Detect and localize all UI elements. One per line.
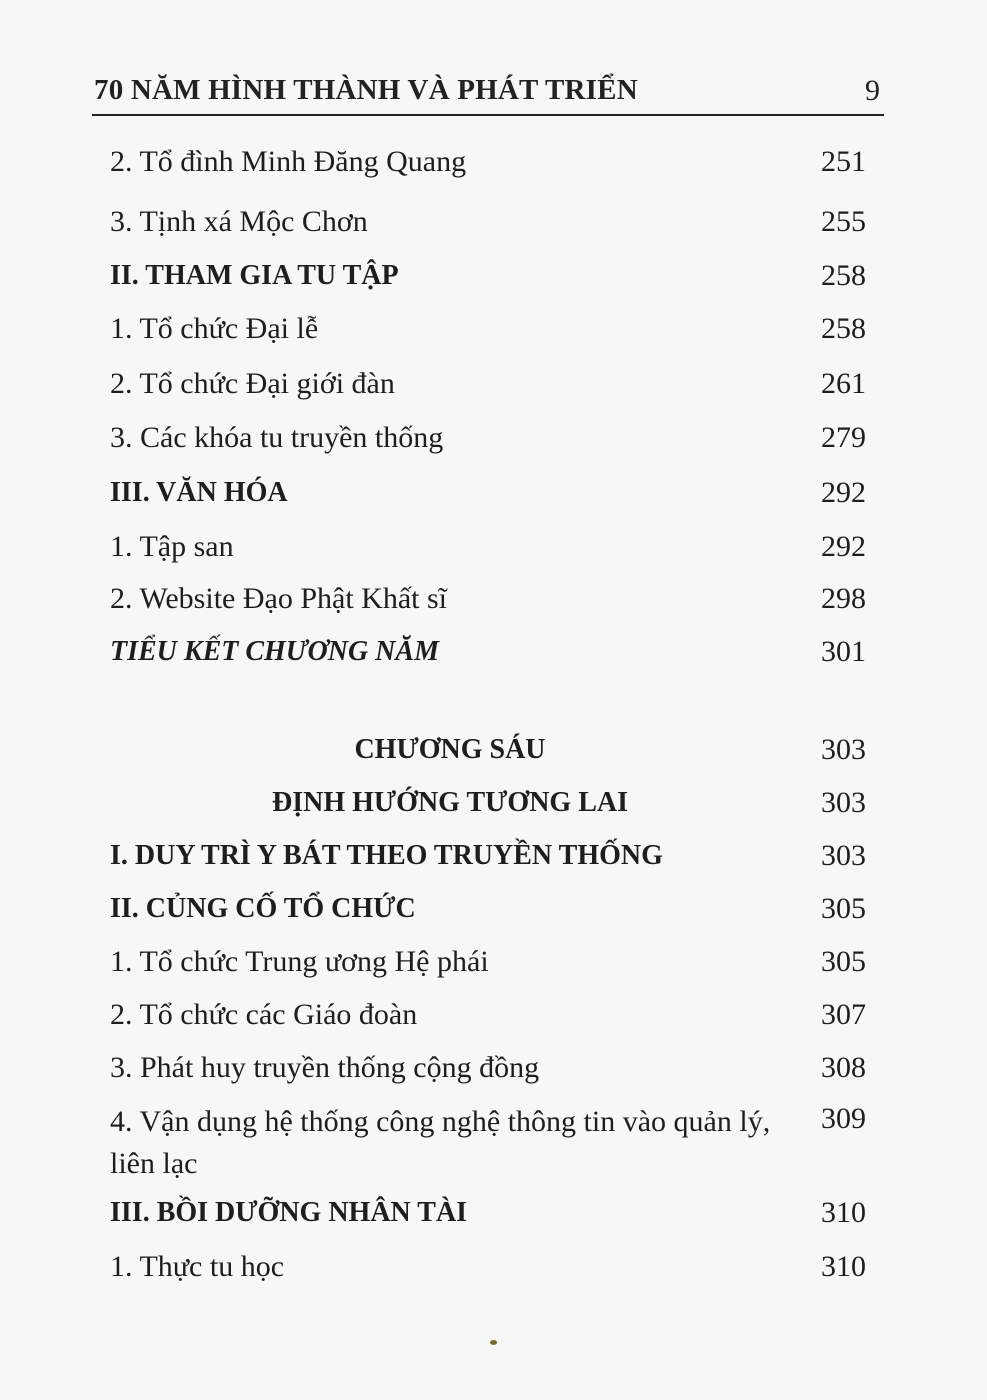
running-title: 70 NĂM HÌNH THÀNH VÀ PHÁT TRIỂN	[94, 74, 638, 106]
toc-entry-label: I. DUY TRÌ Y BÁT THEO TRUYỀN THỐNG	[110, 840, 663, 871]
toc-entry-label: 3. Phát huy truyền thống cộng đồng	[110, 1051, 540, 1084]
toc-entry-label: 1. Tổ chức Đại lễ	[110, 312, 319, 345]
toc-entry-page: 258	[821, 312, 866, 345]
toc-entry-label: TIỂU KẾT CHƯƠNG NĂM	[110, 636, 439, 667]
toc-entry-label: II. THAM GIA TU TẬP	[110, 260, 399, 291]
page-number: 9	[865, 74, 880, 107]
toc-entry-page: 310	[821, 1196, 866, 1229]
toc-entry-label: II. CỦNG CỐ TỔ CHỨC	[110, 893, 416, 924]
toc-entry-page: 298	[821, 582, 866, 615]
toc-entry-page: 305	[821, 892, 866, 925]
toc-entry-label: 2. Website Đạo Phật Khất sĩ	[110, 582, 447, 615]
toc-entry-label: 1. Thực tu học	[110, 1250, 285, 1283]
toc-entry-page: 255	[821, 205, 866, 238]
toc-entry-page: 251	[821, 145, 866, 178]
running-header	[92, 74, 884, 116]
toc-entry-label: III. BỒI DƯỠNG NHÂN TÀI	[110, 1197, 468, 1228]
toc-entry-page: 301	[821, 635, 866, 668]
toc-entry-page: 261	[821, 367, 866, 400]
toc-entry-page: 307	[821, 998, 866, 1031]
toc-entry-label: 1. Tổ chức Trung ương Hệ phái	[110, 945, 489, 978]
toc-entry-page: 292	[821, 476, 866, 509]
toc-entry-page: 303	[821, 839, 866, 872]
toc-entry-label: III. VĂN HÓA	[110, 477, 288, 508]
toc-entry-page: 305	[821, 945, 866, 978]
toc-entry-label: CHƯƠNG SÁU	[354, 734, 546, 765]
ink-speck	[490, 1340, 497, 1345]
toc-entry-label: 2. Tổ chức Đại giới đàn	[110, 367, 395, 400]
toc-entry-label: 4. Vận dụng hệ thống công nghệ thông tin vào quản lý, liên lạc	[110, 1105, 771, 1180]
toc-entry-label: 2. Tổ đình Minh Đăng Quang	[110, 145, 467, 178]
toc-entry-page: 303	[821, 733, 866, 766]
toc-entry-page: 303	[821, 786, 866, 819]
toc-entry-label: ĐỊNH HƯỚNG TƯƠNG LAI	[272, 787, 628, 818]
toc-entry-page: 258	[821, 259, 866, 292]
toc-entry-page: 309	[821, 1102, 866, 1135]
toc-entry-page: 310	[821, 1250, 866, 1283]
toc-entry-page: 308	[821, 1051, 866, 1084]
toc-entry-label: 3. Tịnh xá Mộc Chơn	[110, 205, 368, 238]
toc-entry-page: 292	[821, 530, 866, 563]
toc-entry-label: 3. Các khóa tu truyền thống	[110, 421, 444, 454]
toc-entry-label: 2. Tổ chức các Giáo đoàn	[110, 998, 418, 1031]
toc-entry-page: 279	[821, 421, 866, 454]
toc-entry-label: 1. Tập san	[110, 530, 234, 563]
